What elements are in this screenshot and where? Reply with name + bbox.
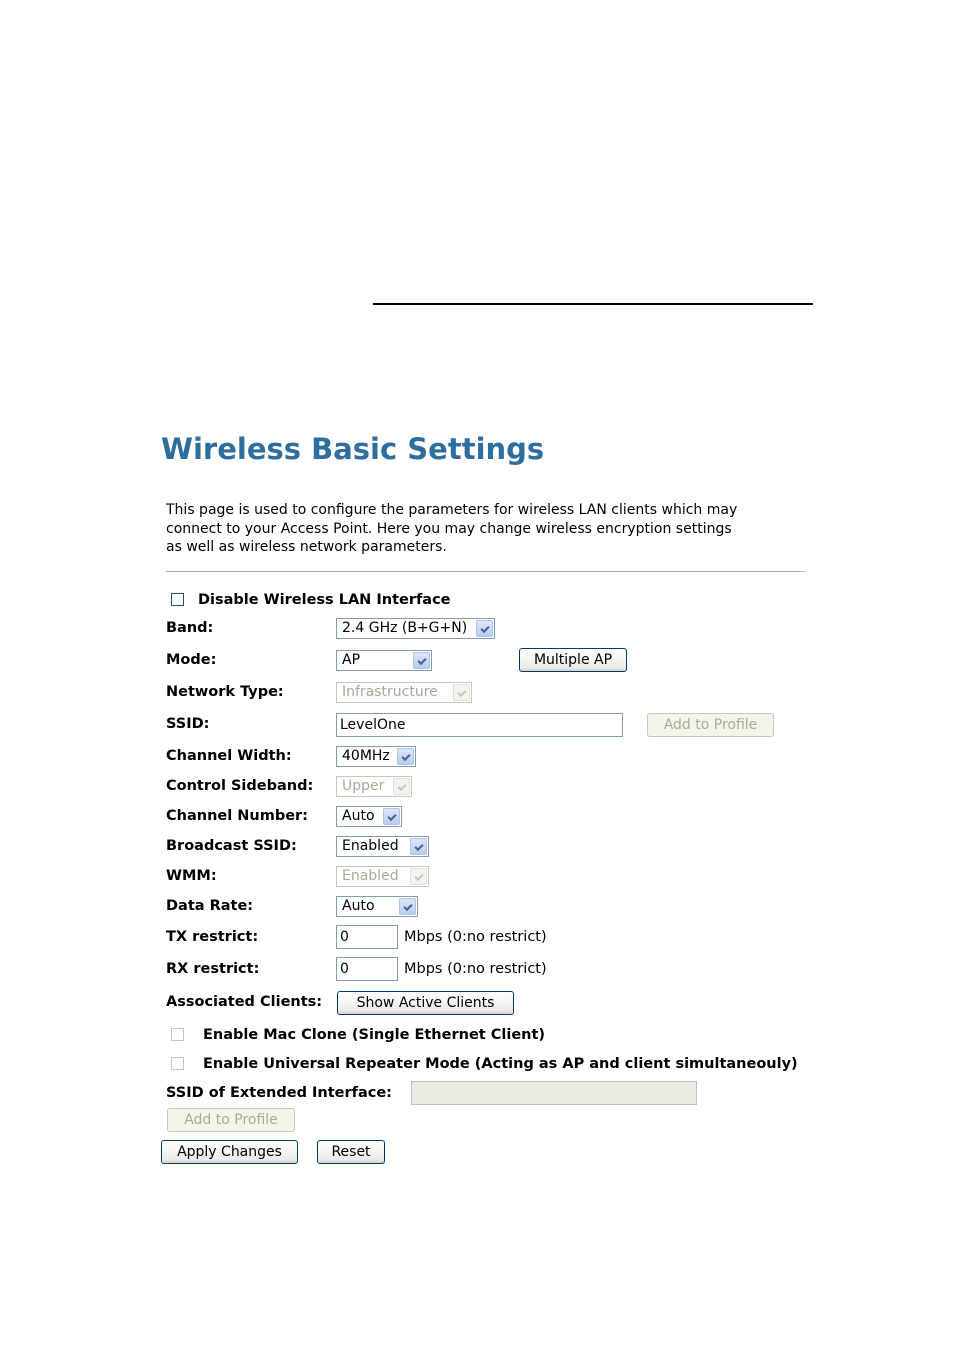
extended-ssid-label: SSID of Extended Interface: [166, 1085, 392, 1101]
chevron-down-icon [399, 898, 416, 915]
control-sideband-select [336, 776, 412, 797]
band-select[interactable] [336, 618, 495, 639]
mode-label: Mode: [166, 652, 217, 668]
universal-repeater-checkbox[interactable] [171, 1057, 184, 1070]
divider [166, 571, 805, 572]
tx-restrict-label: TX restrict: [166, 929, 259, 945]
page-title: Wireless Basic Settings [161, 432, 545, 466]
data-rate-select[interactable] [336, 896, 418, 917]
extended-add-to-profile-button: Add to Profile [167, 1108, 295, 1132]
channel-number-select[interactable] [336, 806, 402, 827]
chevron-down-icon [453, 684, 470, 701]
data-rate-value: Auto [342, 898, 375, 914]
channel-width-select[interactable] [336, 746, 416, 767]
ssid-input[interactable]: LevelOne [336, 713, 623, 737]
channel-number-label: Channel Number: [166, 808, 308, 824]
wmm-value: Enabled [342, 868, 399, 884]
channel-width-value: 40MHz [342, 748, 390, 764]
channel-number-value: Auto [342, 808, 375, 824]
control-sideband-label: Control Sideband: [166, 778, 314, 794]
chevron-down-icon [397, 748, 414, 765]
broadcast-ssid-value: Enabled [342, 838, 399, 854]
mode-select[interactable] [336, 650, 432, 671]
ssid-add-to-profile-button: Add to Profile [647, 713, 774, 737]
rx-restrict-input[interactable]: 0 [336, 957, 398, 981]
show-active-clients-button[interactable]: Show Active Clients [337, 991, 514, 1015]
rx-restrict-label: RX restrict: [166, 961, 260, 977]
extended-ssid-input [411, 1081, 697, 1105]
disable-wlan-checkbox[interactable] [171, 593, 184, 606]
chevron-down-icon [410, 868, 427, 885]
tx-restrict-unit: Mbps (0:no restrict) [404, 929, 547, 945]
control-sideband-value: Upper [342, 778, 385, 794]
multiple-ap-button[interactable]: Multiple AP [519, 648, 627, 672]
chevron-down-icon [410, 838, 427, 855]
apply-changes-button[interactable]: Apply Changes [161, 1140, 298, 1164]
chevron-down-icon [383, 808, 400, 825]
wmm-label: WMM: [166, 868, 217, 884]
disable-wlan-label: Disable Wireless LAN Interface [198, 592, 451, 608]
broadcast-ssid-label: Broadcast SSID: [166, 838, 297, 854]
broadcast-ssid-select[interactable] [336, 836, 429, 857]
network-type-label: Network Type: [166, 684, 284, 700]
universal-repeater-label: Enable Universal Repeater Mode (Acting as AP and client simultaneouly) [203, 1056, 798, 1072]
wmm-select [336, 866, 429, 887]
data-rate-label: Data Rate: [166, 898, 254, 914]
reset-button[interactable]: Reset [317, 1140, 385, 1164]
band-label: Band: [166, 620, 214, 636]
network-type-select [336, 682, 472, 703]
mode-value: AP [342, 652, 361, 668]
page-description: This page is used to configure the parameters for wireless LAN clients which may connect to your Access Point. Here you may change wireless encryption settings as well as wireless network parameters. [166, 502, 738, 555]
chevron-down-icon [476, 620, 493, 637]
tx-restrict-input[interactable]: 0 [336, 925, 398, 949]
associated-clients-label: Associated Clients: [166, 994, 323, 1010]
channel-width-label: Channel Width: [166, 748, 292, 764]
chevron-down-icon [413, 652, 430, 669]
chevron-down-icon [393, 778, 410, 795]
network-type-value: Infrastructure [342, 684, 438, 700]
mac-clone-checkbox[interactable] [171, 1028, 184, 1041]
band-value: 2.4 GHz (B+G+N) [342, 620, 468, 636]
rx-restrict-unit: Mbps (0:no restrict) [404, 961, 547, 977]
ssid-label: SSID: [166, 716, 210, 732]
top-rule [373, 303, 813, 305]
mac-clone-label: Enable Mac Clone (Single Ethernet Client) [203, 1027, 546, 1043]
